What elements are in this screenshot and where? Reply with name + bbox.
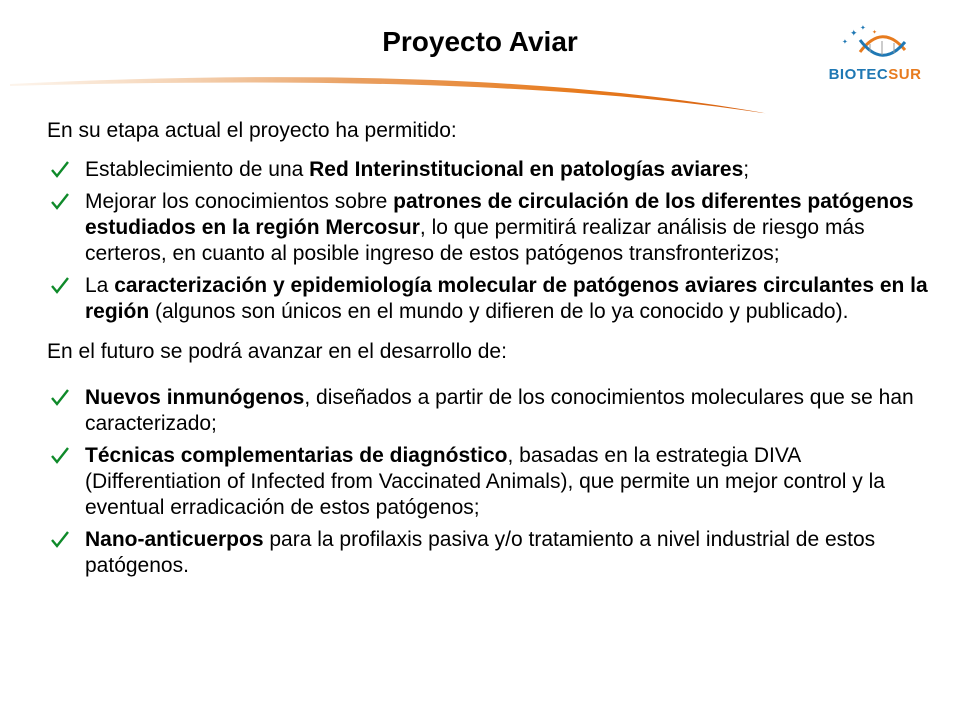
section1-intro: En su etapa actual el proyecto ha permitido: [47, 119, 457, 142]
checkmark-icon [49, 273, 71, 299]
checkmark-icon [49, 385, 71, 411]
slide-title: Proyecto Aviar [382, 26, 578, 57]
list-item: Nano-anticuerpos para la profilaxis pasiva y/o tratamiento a nivel industrial de estos patógenos. [47, 527, 937, 579]
svg-text:✦: ✦ [842, 38, 848, 46]
slide-content [47, 118, 937, 579]
list-item: Establecimiento de una Red Interinstitucional en patologías aviares; [47, 157, 937, 183]
list-item: La caracterización y epidemiología molecular de patógenos aviares circulantes en la región (algunos son únicos en el mundo y difieren de lo ya conocido y publicado). [47, 273, 937, 325]
svg-text:✦: ✦ [850, 29, 858, 39]
checkmark-icon [49, 443, 71, 469]
section1-list [47, 157, 937, 325]
header-swoosh-decoration [0, 56, 960, 126]
biotecsur-logo [820, 22, 930, 92]
section2-intro: En el futuro se podrá avanzar en el desarrollo de: [47, 340, 507, 363]
checkmark-icon [49, 527, 71, 553]
svg-text:✦: ✦ [872, 29, 878, 36]
section2-list [47, 385, 937, 579]
checkmark-icon [49, 157, 71, 183]
dna-helix-icon [820, 22, 930, 70]
logo-wordmark: BIOTECSUR [828, 66, 922, 83]
svg-text:✦: ✦ [860, 24, 866, 32]
checkmark-icon [49, 189, 71, 215]
list-item: Nuevos inmunógenos, diseñados a partir de los conocimientos moleculares que se han caracterizado; [47, 385, 937, 437]
list-item: Mejorar los conocimientos sobre patrones de circulación de los diferentes patógenos estudiados en la región Mercosur, lo que permitirá realizar análisis de riesgo más certeros, en cuanto al posible ingreso de estos patógenos transfronterizos; [47, 189, 937, 267]
list-item: Técnicas complementarias de diagnóstico, basadas en la estrategia DIVA (Differentiation of Infected from Vaccinated Animals), que permite un mejor control y la eventual erradicación de estos patógenos; [47, 443, 937, 521]
